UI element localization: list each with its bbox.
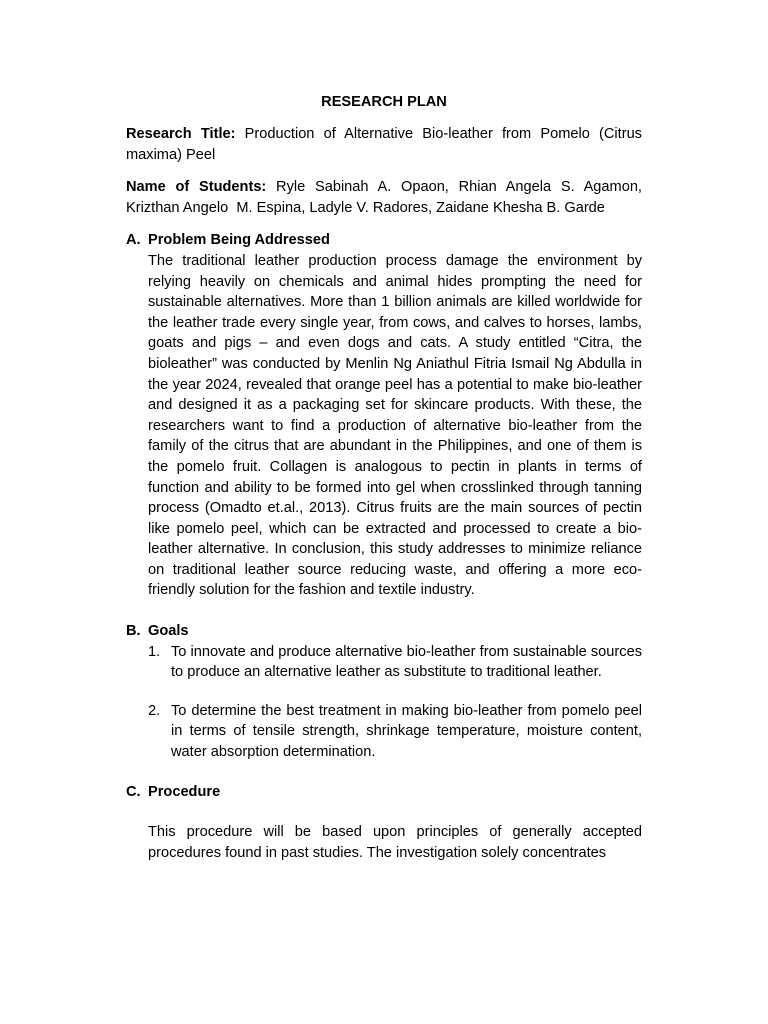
section-problem: [126, 230, 642, 601]
document-title: RESEARCH PLAN: [321, 94, 447, 110]
goal-item: [148, 701, 642, 763]
section-procedure-letter: C.: [126, 783, 141, 800]
students-field: [126, 177, 642, 218]
section-goals: [126, 621, 642, 763]
research-title-value: Production of Alternative Bio-leather from Pomelo (Citrus maxima) Peel: [126, 126, 642, 163]
section-problem-letter: A.: [126, 232, 141, 249]
section-procedure-title: Procedure: [148, 783, 221, 800]
goal-number: 1.: [148, 643, 161, 660]
students-value: Ryle Sabinah A. Opaon, Rhian Angela S. Agamon, Krizthan Angelo M. Espina, Ladyle V. Radores, Zaidane Khesha B. Garde: [126, 179, 642, 216]
section-goals-letter: B.: [126, 623, 141, 640]
goal-number: 2.: [148, 702, 161, 719]
section-procedure-heading: [126, 782, 642, 803]
goal-text: To determine the best treatment in making bio-leather from pomelo peel in terms of tensile strength, shrinkage temperature, moisture content, water absorption determination.: [171, 702, 642, 761]
section-procedure: [126, 782, 642, 864]
section-procedure-body: This procedure will be based upon principles of generally accepted procedures found in past studies. The investigation solely concentrates: [148, 824, 642, 861]
section-problem-heading: [126, 230, 642, 251]
section-goals-heading: [126, 621, 642, 642]
goal-item: [148, 642, 642, 683]
section-problem-body: The traditional leather production process damage the environment by relying heavily on chemicals and animal hides prompting the need for sustainable alternatives. More than 1 billion animals are killed worldwide for the leather trade every single year, from cows, and calves to horses, lambs, goats and pigs – and even dogs and cats. A study entitled “Citra, the bioleather” was conducted by Menlin Ng Aniathul Fitria Ismail Ng Abdulla in the year 2024, revealed that orange peel has a potential to make bio-leather and designed it as a packaging set for skincare products. With these, the researchers want to find a production of alternative bio-leather from the family of the citrus that are abundant in the Philippines, and one of them is the pomelo fruit. Collagen is analogous to pectin in plants in terms of function and ability to be formed into gel when crosslinked through tanning process (Omadto et.al., 2013). Citrus fruits are the main sources of pectin like pomelo peel, which can be extracted and processed to create a bio-leather alternative. In conclusion, this study addresses to minimize reliance on traditional leather source reducing waste, and offering a more eco-friendly solution for the fashion and textile industry.: [148, 252, 642, 599]
section-goals-title: Goals: [148, 623, 189, 640]
document-page: [126, 92, 642, 863]
goal-text: To innovate and produce alternative bio-leather from sustainable sources to produce an alternative leather as substitute to traditional leather.: [171, 643, 642, 681]
section-problem-title: Problem Being Addressed: [148, 232, 330, 249]
research-title-field: [126, 124, 642, 165]
students-label: Name of Students:: [126, 179, 267, 196]
research-title-label: Research Title:: [126, 126, 236, 142]
